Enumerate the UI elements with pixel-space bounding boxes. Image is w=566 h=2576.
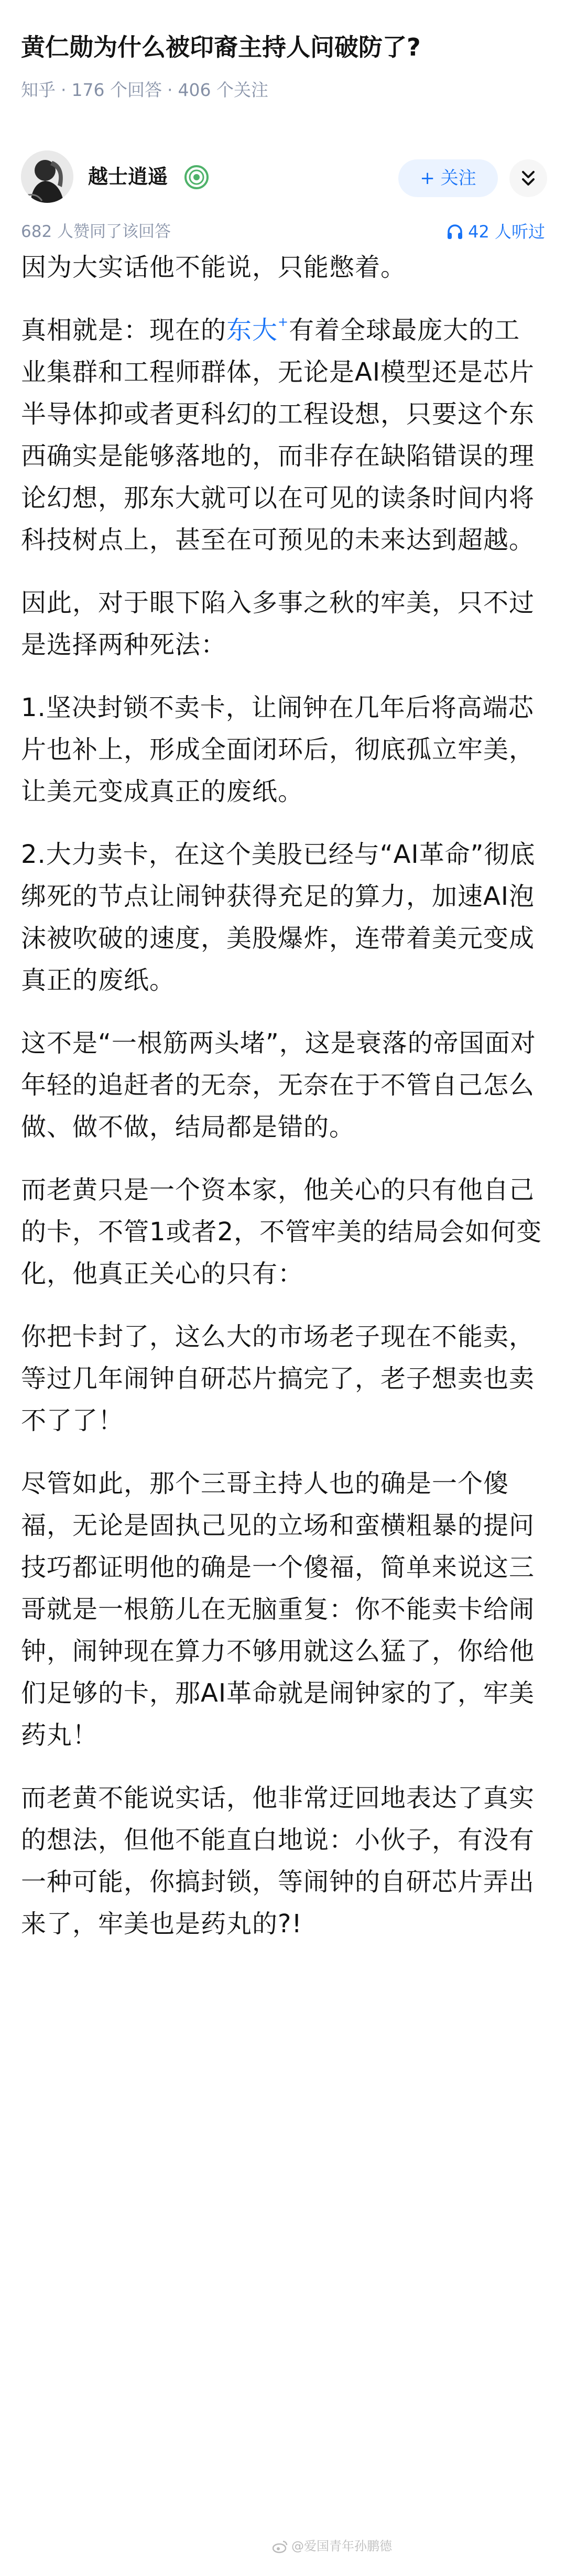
paragraph-text: 真相就是：现在的 (21, 316, 227, 345)
answer-stats (21, 220, 545, 243)
answer-paragraph: 2.大力卖卡，在这个美股已经与“AI革命”彻底绑死的节点让闹钟获得充足的算力，加速AI泡沫被吹破的速度，美股爆炸，连带着美元变成真正的废纸。 (21, 840, 536, 995)
keyword-mark: + (278, 315, 289, 329)
weibo-icon (273, 2540, 288, 2553)
paragraph-text: 有着全球最庞大的工业集群和工程师群体，无论是AI模型还是芯片半导体抑或者更科幻的工程设想，只要这个东西确实是能够落地的，而非存在缺陷错误的理论幻想，那东大就可以在可见的读条时间内将科技树点上，甚至在可预见的未来达到超越。 (21, 316, 535, 555)
separator-dot: · (167, 80, 173, 100)
answer-paragraph: 1.坚决封锁不卖卡，让闹钟在几年后将高端芯片也补上，形成全面闭环后，彻底孤立牢美，让美元变成真正的废纸。 (21, 693, 535, 806)
verified-badge-icon[interactable] (184, 165, 209, 189)
answer-paragraph: 因为大实话他不能说，只能憋着。 (21, 253, 407, 282)
followers-count[interactable]: 406 个关注 (178, 80, 268, 100)
answers-count[interactable]: 176 个回答 (71, 80, 162, 100)
question-meta (21, 79, 268, 102)
question-title[interactable]: 黄仁勋为什么被印裔主持人问破防了? (21, 33, 421, 61)
separator-dot: · (61, 80, 67, 100)
answer-paragraph: 这不是“一根筋两头堵”，这是衰落的帝国面对年轻的追赶者的无奈，无奈在于不管自己怎么做、做不做，结局都是错的。 (21, 1029, 536, 1142)
search-keyword-link[interactable] (226, 316, 289, 345)
answer-body (21, 246, 545, 1966)
avatar[interactable] (21, 150, 73, 203)
headphones-icon (446, 223, 464, 241)
answer-paragraph: 你把卡封了，这么大的市场老子现在不能卖，等过几年闹钟自研芯片搞完了，老子想卖也卖不了了！ (21, 1322, 535, 1435)
follow-button[interactable]: + 关注 (398, 159, 498, 197)
upvote-count: 682 人赞同了该回答 (21, 222, 171, 241)
answer-paragraph: 而老黄只是一个资本家，他关心的只有他自己的卡，不管1或者2，不管牢美的结局会如何变化，他真正关心的只有： (21, 1175, 542, 1289)
author-row (21, 148, 545, 205)
answer-paragraph: 尽管如此，那个三哥主持人也的确是一个傻福，无论是固执己见的立场和蛮横粗暴的提问技巧都证明他的确是一个傻福，简单来说这三哥就是一根筋儿在无脑重复：你不能卖卡给闹钟，闹钟现在算力不够用就这么猛了，你给他们足够的卡，那AI革命就是闹钟家的了，牢美药丸！ (21, 1469, 535, 1750)
double-chevron-down-icon (509, 159, 547, 197)
source-label: 知乎 (21, 80, 56, 100)
answer-paragraph (21, 309, 545, 561)
answer-paragraph: 而老黄不能说实话，他非常迂回地表达了真实的想法，但他不能直白地说：小伙子，有没有一种可能，你搞封锁，等闹钟的自研芯片弄出来了，牢美也是药丸的?! (21, 1783, 535, 1939)
listen-count: 42 人听过 (468, 222, 545, 242)
answer-paragraph: 因此，对于眼下陷入多事之秋的牢美，只不过是选择两种死法： (21, 588, 535, 659)
keyword-text: 东大 (226, 316, 278, 345)
avatar-image (21, 150, 73, 203)
watermark-text: @爱国青年孙鹏德 (291, 2539, 392, 2553)
watermark (273, 2537, 392, 2555)
listen-button[interactable] (446, 220, 545, 243)
author-name[interactable]: 越士逍遥 (88, 165, 168, 188)
more-button[interactable] (509, 159, 547, 197)
